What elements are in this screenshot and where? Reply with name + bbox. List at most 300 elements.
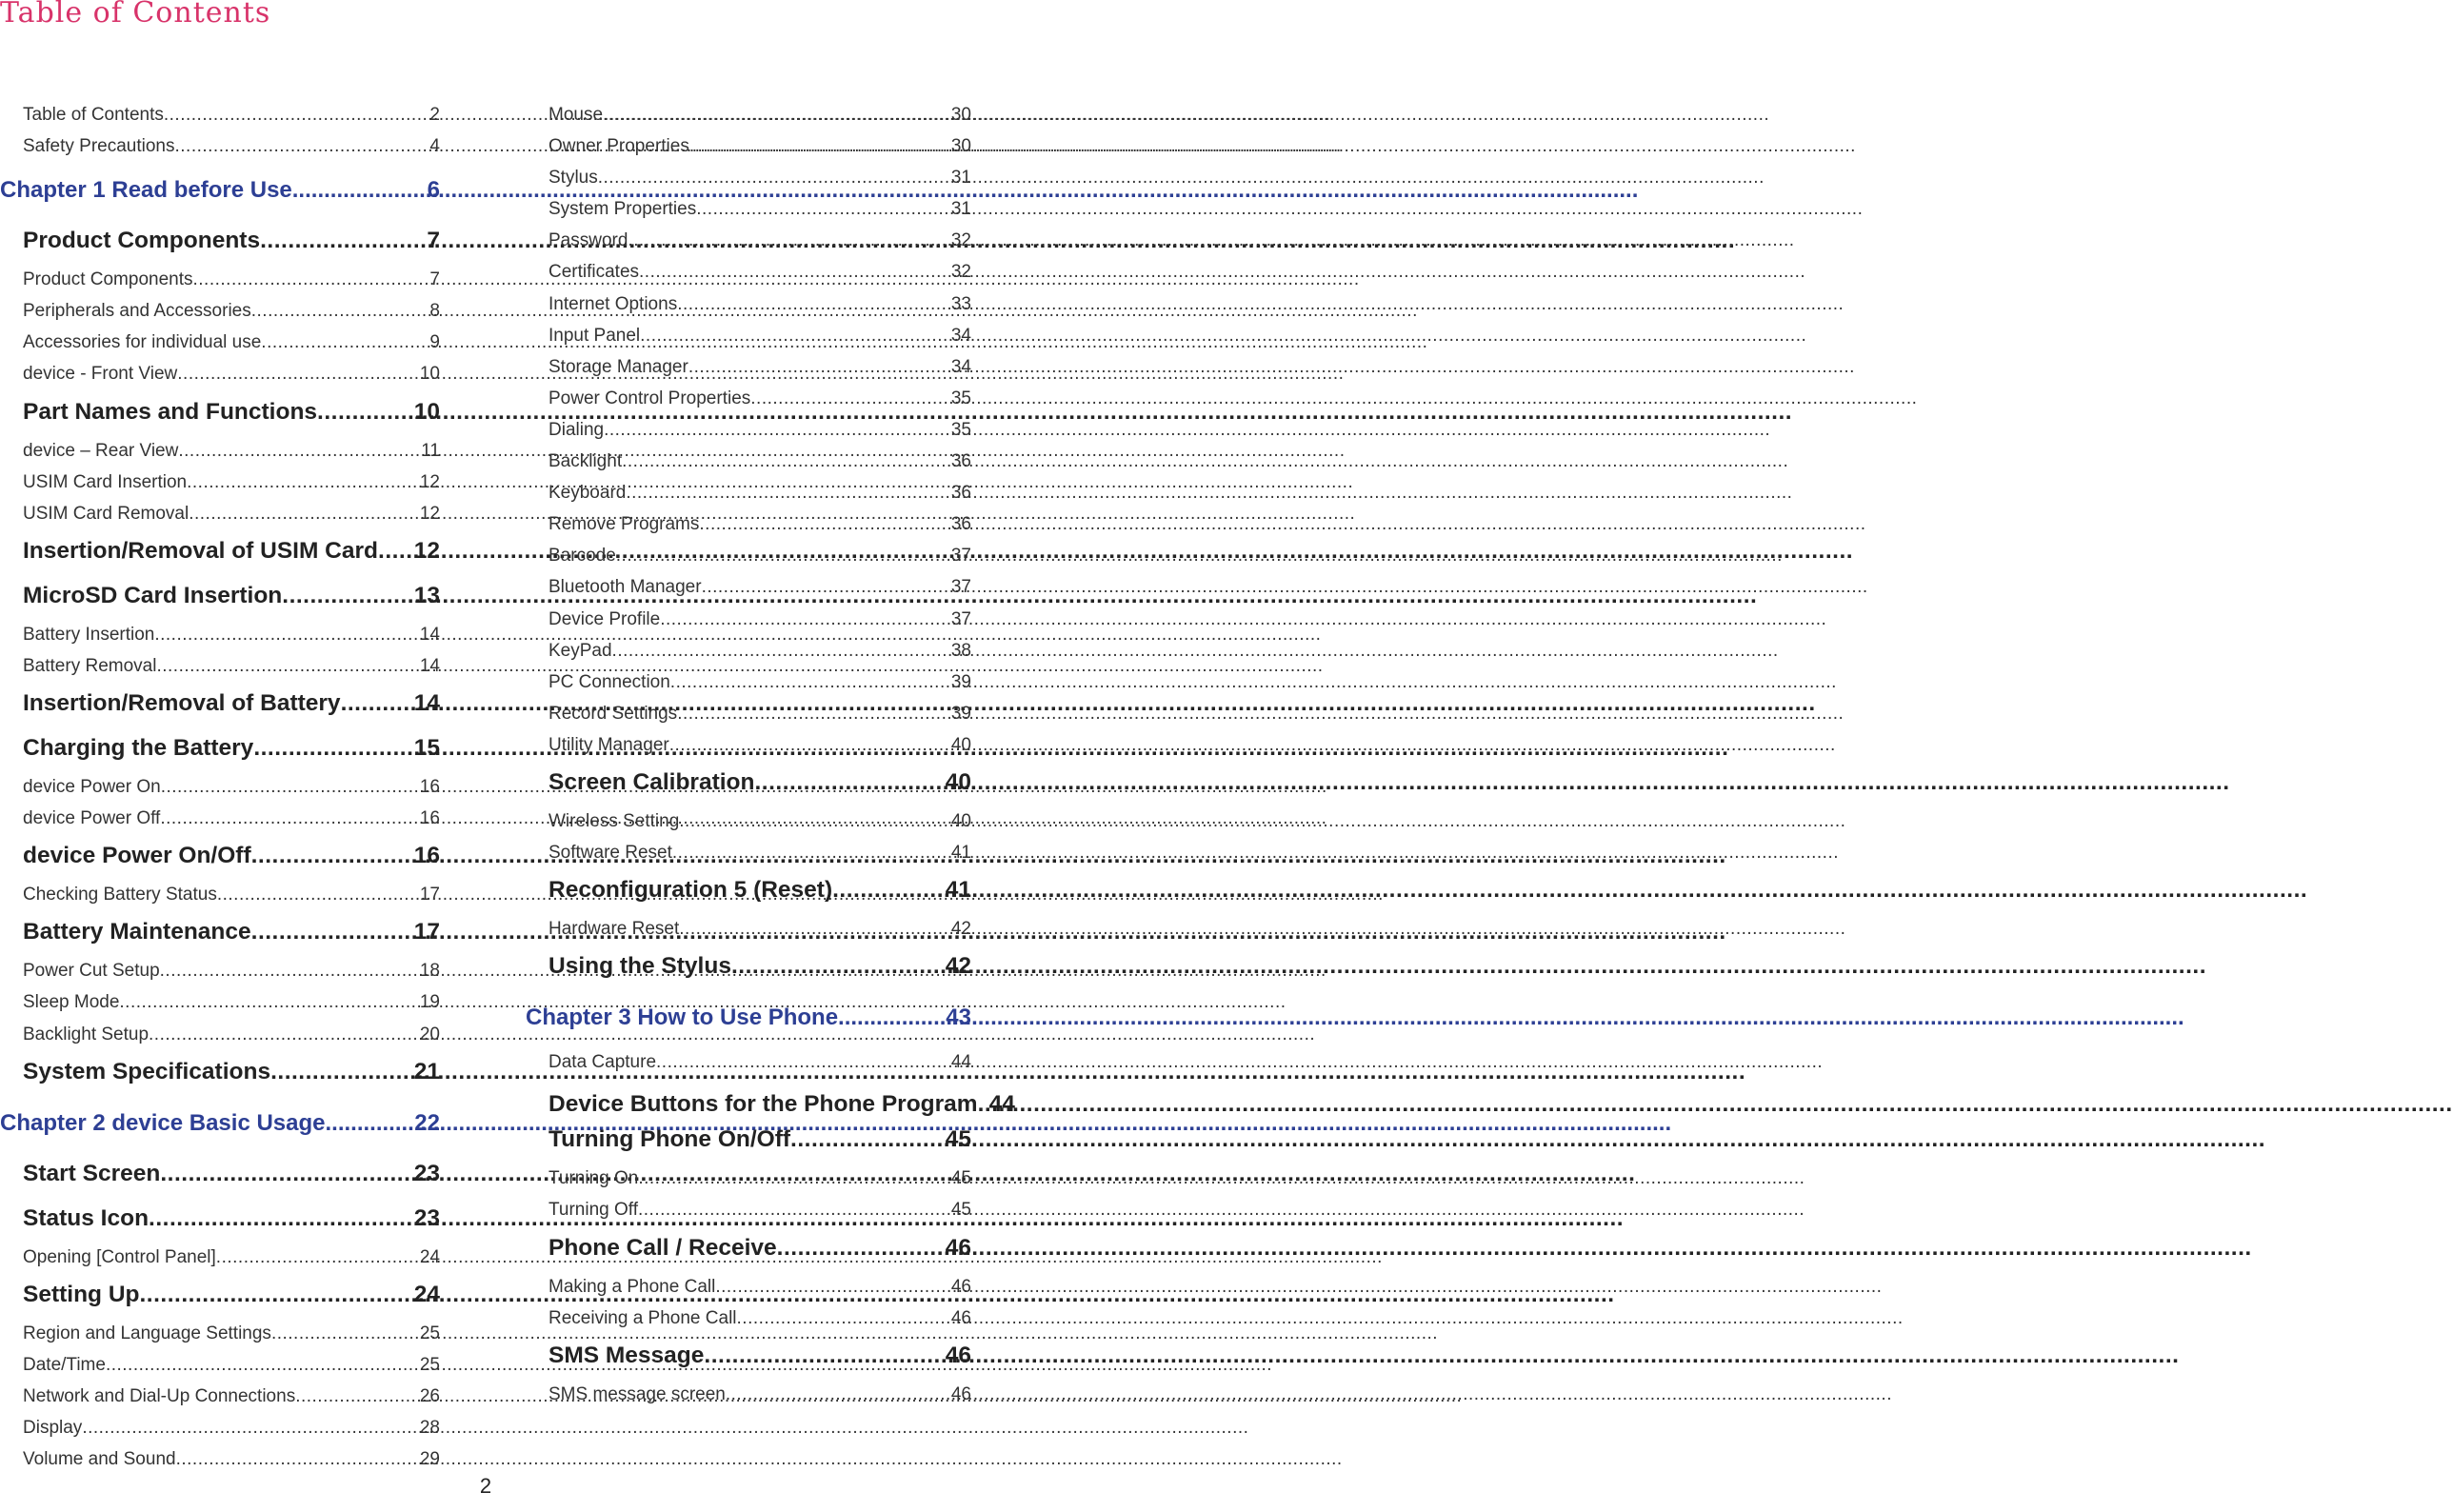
toc-subsection-battery-removal[interactable]	[23, 656, 440, 687]
dot-leader	[187, 472, 420, 493]
dot-leader	[677, 294, 951, 315]
dot-leader	[660, 609, 951, 630]
toc-entry-title: Wireless Setting	[548, 810, 680, 831]
dot-leader	[638, 1200, 951, 1221]
dot-leader	[699, 514, 950, 535]
toc-subsection-record-settings[interactable]	[548, 704, 971, 735]
toc-entry-page: 31	[950, 168, 971, 189]
dot-leader	[378, 538, 414, 565]
toc-entry-title: Device Buttons for the Phone Program	[548, 1091, 978, 1118]
toc-entry-page: 25	[419, 1323, 440, 1343]
toc-entry-title: Safety Precautions	[23, 136, 175, 157]
dot-leader	[154, 625, 420, 646]
toc-entry-title: device - Front View	[23, 364, 178, 385]
toc-entry-title: Backlight Setup	[23, 1024, 150, 1044]
toc-entry-page: 44	[950, 1052, 971, 1073]
toc-subsection-password[interactable]	[548, 230, 971, 262]
dot-leader	[640, 326, 951, 347]
toc-entry-page: 15	[413, 735, 440, 762]
toc-entry-page: 35	[950, 419, 971, 440]
toc-subsection-software-reset[interactable]	[548, 843, 971, 874]
dot-leader	[253, 735, 413, 762]
toc-entry-title: Device Profile	[548, 608, 661, 629]
toc-subsection-sleep-mode[interactable]	[23, 992, 440, 1024]
toc-entry-title: Table of Contents	[23, 105, 164, 125]
toc-subsection-internet-options[interactable]	[548, 294, 971, 326]
toc-entry-page: 36	[950, 483, 971, 504]
toc-entry-title: Insertion/Removal of USIM Card	[23, 537, 379, 564]
toc-entry-title: Chapter 3 How to Use Phone	[526, 1005, 839, 1031]
toc-entry-title: Battery Insertion	[23, 624, 155, 645]
toc-subsection-remove-programs[interactable]	[548, 514, 971, 546]
toc-subsection-backlight-setup[interactable]	[23, 1025, 440, 1056]
toc-entry-page: 7	[429, 269, 440, 290]
dot-leader	[750, 388, 951, 409]
toc-subsection-device-rear-view[interactable]	[23, 441, 440, 472]
toc-subsection-bluetooth-manager[interactable]	[548, 577, 971, 608]
dot-leader	[677, 704, 951, 725]
toc-entry-page: 39	[950, 671, 971, 692]
toc-entry-page: 11	[421, 440, 440, 461]
dot-leader	[612, 641, 951, 662]
dot-leader	[326, 1110, 415, 1137]
toc-subsection-device-power-on[interactable]	[23, 777, 440, 808]
toc-entry-page: 37	[950, 546, 971, 567]
toc-section-start-screen[interactable]	[23, 1158, 440, 1203]
toc-section-part-names-and-functions[interactable]	[23, 396, 440, 441]
toc-entry-page: 32	[950, 262, 971, 283]
toc-section-insertion-removal-of-battery[interactable]	[23, 687, 440, 732]
toc-entry-page: 9	[429, 332, 440, 353]
toc-subsection-device-power-off[interactable]	[23, 808, 440, 840]
toc-entry-title: Display	[23, 1417, 83, 1438]
toc-entry-title: device Power Off	[23, 808, 161, 829]
toc-section-device-buttons-for-the-phone-program[interactable]	[548, 1084, 1015, 1124]
toc-entry-title: Bluetooth Manager	[548, 577, 702, 598]
toc-entry-title: MicroSD Card Insertion	[23, 582, 283, 608]
toc-entry-page: 38	[950, 640, 971, 661]
toc-subsection-barcode[interactable]	[548, 546, 971, 577]
toc-section-system-specifications[interactable]	[23, 1056, 440, 1101]
toc-entry-title: Making a Phone Call	[548, 1276, 716, 1297]
dot-leader	[216, 1247, 420, 1268]
toc-entry-title: device Power On	[23, 777, 161, 798]
toc-entry-page: 40	[950, 734, 971, 755]
dot-leader	[689, 136, 951, 157]
toc-entry-title: Peripherals and Accessories	[23, 301, 251, 322]
dot-leader	[160, 961, 420, 982]
toc-subsection-battery-insertion[interactable]	[23, 625, 440, 656]
toc-section-status-icon[interactable]	[23, 1203, 440, 1247]
dot-leader	[156, 656, 419, 677]
toc-entry-page: 12	[419, 503, 440, 524]
toc-subsection-product-components[interactable]	[23, 269, 440, 301]
toc-entry-title: System Specifications	[23, 1058, 271, 1084]
toc-entry-page: 30	[950, 136, 971, 157]
toc-subsection-data-capture[interactable]	[548, 1052, 971, 1084]
toc-entry-title: Reconfiguration 5 (Reset)	[548, 877, 833, 904]
toc-chapter-chapter-1-read-before-use[interactable]	[0, 168, 440, 225]
dot-leader	[271, 1323, 420, 1344]
toc-entry-title: Password	[548, 230, 628, 251]
toc-entry-title: Turning Phone On/Off	[548, 1126, 791, 1153]
toc-entry-page: 42	[945, 953, 971, 980]
toc-section-charging-the-battery[interactable]	[23, 732, 440, 777]
toc-entry-page: 31	[950, 199, 971, 220]
dot-leader	[292, 177, 428, 204]
dot-leader	[160, 808, 420, 829]
dot-leader	[832, 877, 946, 904]
toc-entry-title: Internet Options	[548, 293, 678, 314]
toc-subsection-usim-card-removal[interactable]	[23, 504, 440, 535]
dot-leader	[178, 441, 421, 462]
toc-entry-page: 46	[950, 1276, 971, 1297]
toc-entry-title: USIM Card Removal	[23, 503, 189, 524]
toc-entry-title: SMS Message	[548, 1342, 705, 1368]
toc-entry-page: 29	[419, 1449, 440, 1470]
dot-leader	[106, 1355, 420, 1376]
toc-entry-page: 4	[429, 136, 440, 157]
toc-entry-page: 19	[419, 992, 440, 1013]
toc-subsection-opening-control-panel[interactable]	[23, 1247, 440, 1279]
toc-section-product-components[interactable]	[23, 225, 440, 269]
toc-section-device-power-on-off[interactable]	[23, 840, 440, 885]
toc-chapter-chapter-3-how-to-use-phone[interactable]	[526, 995, 971, 1052]
dot-leader	[754, 769, 945, 796]
toc-entry-page: 17	[413, 919, 440, 945]
toc-entry-page: 37	[950, 577, 971, 598]
dot-leader	[217, 885, 420, 905]
dot-leader	[639, 262, 951, 283]
toc-entry-page: 34	[950, 356, 971, 377]
toc-entry-page: 23	[413, 1160, 440, 1186]
toc-entry-page: 30	[950, 105, 971, 125]
dot-leader	[261, 332, 429, 353]
toc-entry-page: 36	[950, 451, 971, 472]
toc-subsection-mouse[interactable]	[548, 105, 971, 136]
dot-leader	[317, 399, 414, 426]
toc-entry-page: 36	[950, 514, 971, 535]
toc-subsection-wireless-setting[interactable]	[548, 811, 971, 843]
toc-subsection-sms-message-screen[interactable]	[548, 1384, 971, 1416]
toc-entry-title: Data Capture	[548, 1052, 657, 1073]
toc-entry-page: 45	[945, 1126, 971, 1153]
dot-leader	[161, 777, 420, 798]
toc-subsection-keyboard[interactable]	[548, 483, 971, 514]
toc-subsection-receiving-a-phone-call[interactable]	[548, 1308, 971, 1340]
toc-entry-title: Storage Manager	[548, 356, 688, 377]
toc-entry-page: 40	[945, 768, 971, 795]
toc-entry-page: 46	[945, 1342, 971, 1368]
toc-section-sms-message[interactable]	[548, 1340, 971, 1384]
toc-subsection-hardware-reset[interactable]	[548, 919, 971, 950]
dot-leader	[626, 483, 951, 504]
toc-section-setting-up[interactable]	[23, 1279, 440, 1323]
toc-entry-title: Setting Up	[23, 1281, 140, 1307]
dot-leader	[688, 357, 951, 378]
toc-entry-page: 14	[419, 655, 440, 676]
toc-entry-page: 10	[413, 398, 440, 425]
toc-entry-title: Screen Calibration	[548, 768, 755, 795]
toc-entry-page: 34	[950, 325, 971, 346]
dot-leader	[174, 136, 429, 157]
toc-subsection-pc-connection[interactable]	[548, 672, 971, 704]
toc-entry-title: Turning Off	[548, 1200, 638, 1221]
dot-leader	[696, 199, 951, 220]
toc-subsection-keypad[interactable]	[548, 641, 971, 672]
dot-leader	[176, 1449, 420, 1470]
toc-subsection-checking-battery-status[interactable]	[23, 885, 440, 916]
toc-entry-title: Remove Programs	[548, 514, 700, 535]
toc-entry-page: 22	[414, 1109, 440, 1136]
dot-leader	[164, 105, 430, 126]
toc-subsection-turning-off[interactable]	[548, 1200, 971, 1231]
dot-leader	[149, 1025, 420, 1045]
toc-right-column	[526, 105, 1015, 1416]
toc-entry-page: 18	[419, 961, 440, 982]
dot-leader	[189, 504, 420, 525]
dot-leader	[604, 420, 951, 441]
dot-leader	[702, 577, 951, 598]
toc-entry-page: 14	[419, 624, 440, 645]
toc-entry-title: Certificates	[548, 262, 640, 283]
dot-leader	[282, 583, 413, 609]
dot-leader	[715, 1277, 951, 1298]
toc-entry-page: 24	[413, 1281, 440, 1307]
toc-entry-title: Utility Manager	[548, 734, 669, 755]
toc-entry-title: Stylus	[548, 168, 598, 189]
dot-leader	[628, 230, 950, 251]
toc-subsection-turning-on[interactable]	[548, 1168, 971, 1200]
toc-entry-page: 23	[413, 1204, 440, 1231]
toc-entry-page: 46	[945, 1234, 971, 1261]
toc-subsection-usim-card-insertion[interactable]	[23, 472, 440, 504]
toc-entry-page: 44	[988, 1091, 1015, 1118]
dot-leader	[251, 301, 430, 322]
dot-leader	[603, 105, 951, 126]
dot-leader	[669, 735, 951, 756]
toc-entry-title: Volume and Sound	[23, 1449, 176, 1470]
dot-leader	[670, 672, 951, 693]
toc-entry-page: 46	[950, 1307, 971, 1328]
dot-leader	[251, 843, 414, 869]
toc-entry-page: 6	[427, 177, 440, 204]
toc-subsection-dialing[interactable]	[548, 420, 971, 451]
toc-entry-page: 16	[413, 843, 440, 869]
toc-entry-title: Accessories for individual use	[23, 332, 262, 353]
page-number: 2	[479, 1474, 492, 1498]
dot-leader	[119, 992, 419, 1013]
toc-entry-title: device Power On/Off	[23, 843, 251, 869]
toc-entry-title: Power Cut Setup	[23, 961, 160, 982]
toc-entry-title: Owner Properties	[548, 136, 689, 157]
toc-section-using-the-stylus[interactable]	[548, 950, 971, 995]
toc-entry-title: Turning On	[548, 1168, 639, 1189]
toc-entry-page: 10	[419, 364, 440, 385]
toc-entry-title: SMS message screen	[548, 1383, 726, 1404]
toc-section-phone-call-receive[interactable]	[548, 1232, 971, 1277]
toc-entry-page: 35	[950, 388, 971, 408]
toc-subsection-system-properties[interactable]	[548, 199, 971, 230]
toc-subsection-storage-manager[interactable]	[548, 357, 971, 388]
toc-subsection-display[interactable]	[23, 1418, 440, 1449]
toc-entry-title: Power Control Properties	[548, 388, 751, 408]
toc-section-turning-phone-on-off[interactable]	[548, 1124, 971, 1168]
toc-entry-title: Status Icon	[23, 1204, 150, 1231]
dot-leader	[731, 953, 946, 980]
toc-entry-title: Charging the Battery	[23, 735, 254, 762]
toc-subsection-input-panel[interactable]	[548, 326, 971, 357]
toc-entry-title: Region and Language Settings	[23, 1323, 271, 1343]
toc-entry-page: 8	[429, 301, 440, 322]
dot-leader	[790, 1126, 946, 1153]
dot-leader	[656, 1052, 951, 1073]
toc-entry-page: 37	[950, 608, 971, 629]
toc-subsection-certificates[interactable]	[548, 262, 971, 293]
toc-entry-page: 20	[419, 1024, 440, 1044]
toc-subsection-accessories-for-individual-use[interactable]	[23, 332, 440, 364]
dot-leader	[622, 451, 951, 472]
dot-leader	[978, 1091, 989, 1118]
toc-entry-page: 2	[429, 105, 440, 125]
page-title: Table of Contents	[0, 0, 271, 30]
toc-entry-title: Phone Call / Receive	[548, 1234, 777, 1261]
dot-leader	[598, 168, 951, 189]
toc-entry-title: PC Connection	[548, 671, 670, 692]
toc-section-microsd-card-insertion[interactable]	[23, 580, 440, 625]
dot-leader	[251, 919, 414, 945]
toc-entry-page: 28	[419, 1417, 440, 1438]
dot-leader	[140, 1282, 414, 1308]
toc-entry-title: Using the Stylus	[548, 953, 731, 980]
toc-entry-title: Insertion/Removal of Battery	[23, 690, 341, 717]
toc-entry-page: 12	[413, 537, 440, 564]
toc-entry-title: Product Components	[23, 228, 261, 254]
toc-subsection-power-control-properties[interactable]	[548, 388, 971, 420]
toc-subsection-network-and-dial-up-connections[interactable]	[23, 1386, 440, 1418]
dot-leader	[177, 364, 420, 385]
toc-entry-page: 33	[950, 293, 971, 314]
toc-subsection-device-profile[interactable]	[548, 609, 971, 641]
toc-entry-page: 13	[413, 582, 440, 608]
toc-entry-title: Barcode	[548, 546, 616, 567]
toc-entry-title: Opening [Control Panel]	[23, 1246, 216, 1267]
toc-subsection-peripherals-and-accessories[interactable]	[23, 301, 440, 332]
toc-entry-page: 24	[419, 1246, 440, 1267]
toc-entry-title: KeyPad	[548, 640, 612, 661]
toc-entry-title: Date/Time	[23, 1354, 106, 1375]
toc-entry-title: Start Screen	[23, 1160, 161, 1186]
dot-leader	[149, 1205, 414, 1232]
dot-leader	[777, 1235, 946, 1262]
toc-entry-title: USIM Card Insertion	[23, 471, 188, 492]
dot-leader	[270, 1059, 414, 1085]
toc-subsection-stylus[interactable]	[548, 168, 971, 199]
toc-entry-page: 17	[419, 885, 440, 905]
toc-entry-page: 40	[950, 810, 971, 831]
toc-entry-title: Record Settings	[548, 703, 678, 724]
toc-entry-title: Battery Maintenance	[23, 919, 251, 945]
toc-subsection-device-front-view[interactable]	[23, 364, 440, 395]
toc-entry-title: Chapter 2 device Basic Usage	[0, 1109, 326, 1136]
toc-entry-title: Software Reset	[548, 843, 672, 864]
toc-section-reconfiguration-5-reset[interactable]	[548, 874, 971, 919]
dot-leader	[616, 546, 951, 567]
dot-leader	[341, 690, 414, 717]
toc-entry-title: Dialing	[548, 419, 605, 440]
toc-entry-page: 45	[950, 1200, 971, 1221]
toc-section-insertion-removal-of-usim-card[interactable]	[23, 535, 440, 580]
toc-entry-page: 7	[427, 228, 440, 254]
toc-subsection-making-a-phone-call[interactable]	[548, 1277, 971, 1308]
dot-leader	[679, 811, 951, 832]
toc-section-battery-maintenance[interactable]	[23, 916, 440, 961]
toc-entry-page: 21	[413, 1058, 440, 1084]
toc-chapter-chapter-2-device-basic-usage[interactable]	[0, 1101, 440, 1158]
toc-subsection-utility-manager[interactable]	[548, 735, 971, 766]
toc-entry-page: 39	[950, 703, 971, 724]
toc-subsection-owner-properties[interactable]	[548, 136, 971, 168]
toc-left-column	[0, 105, 440, 1481]
toc-entry-title: device – Rear View	[23, 440, 179, 461]
toc-entry-page: 16	[419, 808, 440, 829]
toc-entry-title: Sleep Mode	[23, 992, 120, 1013]
toc-subsection-table-of-contents[interactable]	[23, 105, 440, 136]
toc-entry-page: 42	[950, 919, 971, 940]
toc-entry-title: Product Components	[23, 269, 193, 290]
toc-entry-page: 43	[946, 1005, 971, 1031]
toc-subsection-power-cut-setup[interactable]	[23, 961, 440, 992]
toc-entry-title: Receiving a Phone Call	[548, 1307, 737, 1328]
toc-entry-title: System Properties	[548, 199, 697, 220]
toc-entry-page: 41	[945, 877, 971, 904]
toc-entry-title: Hardware Reset	[548, 919, 680, 940]
toc-entry-page: 32	[950, 230, 971, 251]
toc-entry-page: 14	[413, 690, 440, 717]
toc-entry-page: 41	[950, 843, 971, 864]
toc-entry-title: Keyboard	[548, 483, 627, 504]
toc-section-screen-calibration[interactable]	[548, 766, 971, 811]
dot-leader	[82, 1418, 420, 1439]
toc-entry-page: 16	[419, 777, 440, 798]
toc-entry-title: Input Panel	[548, 325, 641, 346]
toc-entry-page: 26	[419, 1385, 440, 1406]
toc-entry-page: 25	[419, 1354, 440, 1375]
toc-entry-title: Checking Battery Status	[23, 885, 217, 905]
dot-leader	[193, 269, 430, 290]
toc-subsection-date-time[interactable]	[23, 1355, 440, 1386]
dot-leader	[295, 1386, 420, 1407]
dot-leader	[838, 1005, 946, 1031]
dot-leader	[726, 1384, 951, 1405]
toc-entry-title: Chapter 1 Read before Use	[0, 177, 292, 204]
dot-leader	[704, 1343, 945, 1369]
toc-subsection-backlight[interactable]	[548, 451, 971, 483]
toc-subsection-region-and-language-settings[interactable]	[23, 1323, 440, 1355]
toc-entry-page: 45	[950, 1168, 971, 1189]
toc-entry-title: Battery Removal	[23, 655, 157, 676]
toc-entry-title: Backlight	[548, 451, 623, 472]
toc-entry-page: 46	[950, 1383, 971, 1404]
dot-leader	[672, 843, 951, 864]
toc-subsection-safety-precautions[interactable]	[23, 136, 440, 168]
toc-entry-title: Mouse	[548, 105, 604, 125]
dot-leader	[260, 228, 427, 254]
dot-leader	[160, 1161, 413, 1187]
dot-leader	[638, 1168, 951, 1189]
toc-entry-title: Part Names and Functions	[23, 398, 318, 425]
toc-entry-title: Network and Dial-Up Connections	[23, 1385, 296, 1406]
